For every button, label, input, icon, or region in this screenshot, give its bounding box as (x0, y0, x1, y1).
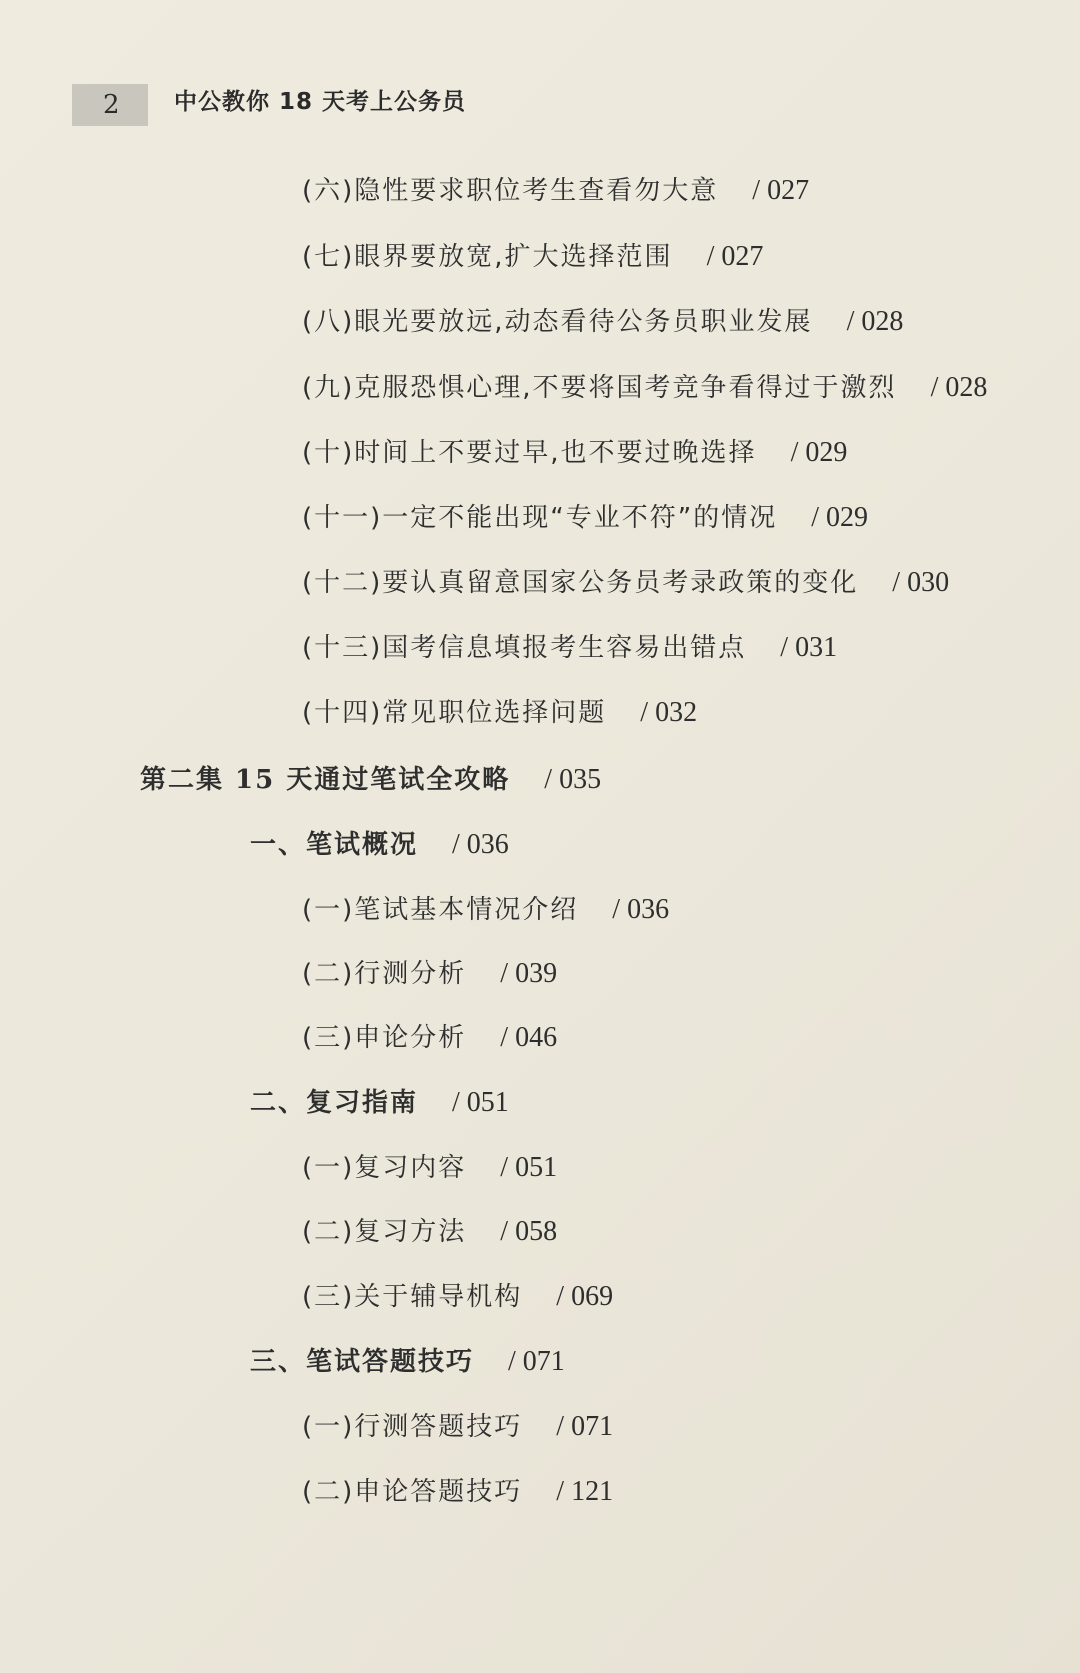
toc-entry-title: (十一)一定不能出现“专业不符”的情况 (302, 503, 778, 533)
toc-entry-page: / 039 (500, 958, 558, 989)
toc-entry-page: / 051 (500, 1152, 558, 1183)
toc-entry-title: 一、笔试概况 (250, 830, 419, 860)
toc-entry (302, 1407, 613, 1447)
toc-entry (302, 563, 949, 603)
toc-entry-title: 第二集 15 天通过笔试全攻略 (140, 765, 511, 795)
toc-entry-title: (九)克服恐惧心理,不要将国考竞争看得过于激烈 (302, 373, 897, 403)
toc-entry (302, 1212, 557, 1252)
toc-entry (302, 890, 669, 930)
toc-entry-page: / 071 (556, 1411, 614, 1442)
toc-entry-page: / 121 (556, 1476, 614, 1507)
toc-entry-title: (八)眼光要放远,动态看待公务员职业发展 (302, 307, 813, 337)
toc-entry (250, 825, 509, 865)
toc-entry (302, 1148, 557, 1188)
toc-entry-page: / 035 (544, 764, 602, 795)
toc-entry (302, 368, 987, 408)
toc-entry-title: (一)行测答题技巧 (302, 1412, 523, 1442)
toc-entry-title: (七)眼界要放宽,扩大选择范围 (302, 242, 673, 272)
toc-entry-title: (十四)常见职位选择问题 (302, 698, 607, 728)
toc-entry-page: / 029 (811, 502, 869, 533)
toc-entry (140, 760, 601, 800)
toc-entry (302, 693, 697, 733)
toc-entry-title: (三)申论分析 (302, 1023, 467, 1053)
toc-entry (302, 433, 847, 473)
toc-entry-page: / 028 (846, 306, 904, 337)
page-number: 2 (103, 90, 120, 120)
toc-entry-title: (十)时间上不要过早,也不要过晚选择 (302, 438, 757, 468)
running-header-title: 中公教你 18 天考上公务员 (174, 89, 467, 115)
toc-entry (302, 1277, 613, 1317)
toc-entry-page: / 036 (452, 829, 509, 860)
toc-entry-page: / 036 (612, 894, 670, 925)
toc-entry (302, 171, 809, 211)
toc-entry (302, 302, 903, 342)
toc-entry-title: (二)申论答题技巧 (302, 1477, 523, 1507)
toc-entry (302, 498, 868, 538)
toc-entry-title: 二、复习指南 (250, 1088, 419, 1118)
toc-entry-page: / 046 (500, 1022, 558, 1053)
toc-entry-title: (二)行测分析 (302, 959, 467, 989)
toc-entry-page: / 051 (452, 1087, 509, 1118)
toc-entry (250, 1342, 565, 1382)
toc-entry (250, 1083, 509, 1123)
toc-entry (302, 1018, 557, 1058)
toc-entry-title: 三、笔试答题技巧 (250, 1347, 475, 1377)
toc-entry-title: (六)隐性要求职位考生查看勿大意 (302, 176, 719, 206)
toc-entry-title: (一)笔试基本情况介绍 (302, 895, 579, 925)
toc-entry (302, 237, 763, 277)
toc-entry-title: (一)复习内容 (302, 1153, 467, 1183)
toc-entry (302, 1472, 613, 1512)
toc-entry-page: / 071 (508, 1346, 565, 1377)
toc-entry-page: / 027 (752, 175, 810, 206)
toc-entry-page: / 058 (500, 1216, 558, 1247)
toc-entry-title: (三)关于辅导机构 (302, 1282, 523, 1312)
toc-entry (302, 954, 557, 994)
toc-entry-page: / 027 (706, 241, 764, 272)
toc-entry-page: / 028 (930, 372, 988, 403)
toc-entry-title: (十三)国考信息填报考生容易出错点 (302, 633, 747, 663)
toc-entry-page: / 069 (556, 1281, 614, 1312)
toc-entry-page: / 031 (780, 632, 838, 663)
toc-entry-page: / 032 (640, 697, 698, 728)
toc-entry-title: (十二)要认真留意国家公务员考录政策的变化 (302, 568, 859, 598)
toc-entry-page: / 029 (790, 437, 848, 468)
toc-entry (302, 628, 837, 668)
toc-entry-page: / 030 (892, 567, 950, 598)
toc-entry-title: (二)复习方法 (302, 1217, 467, 1247)
